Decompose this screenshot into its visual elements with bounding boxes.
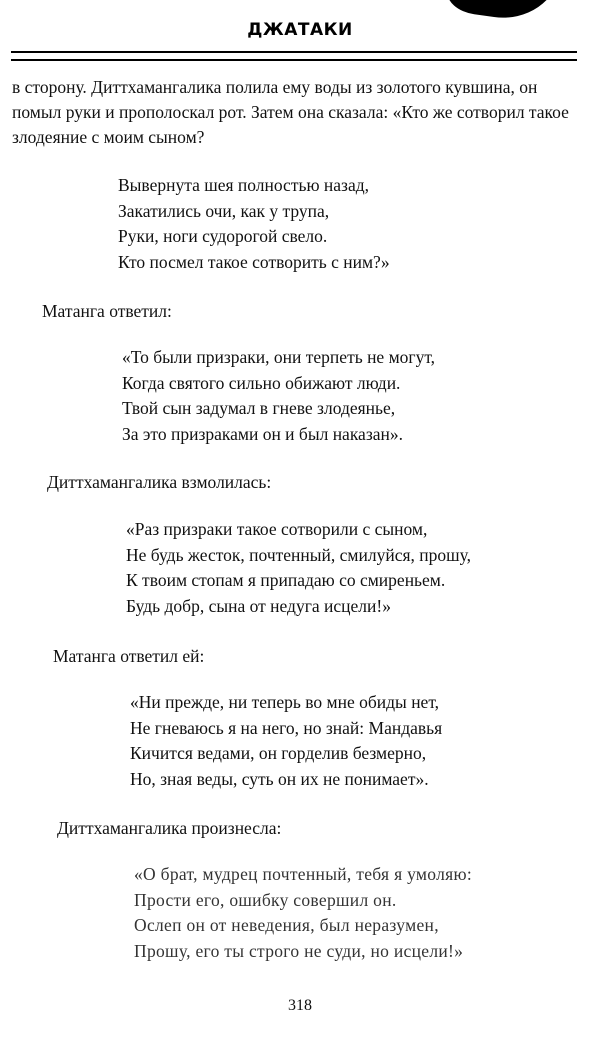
verse-stanza-3 (126, 517, 471, 619)
verse-stanza-5 (134, 862, 472, 964)
verse-line: Кто посмел такое сотворить с ним?» (118, 251, 390, 272)
verse-line: Когда святого сильно обижают люди. (122, 372, 401, 393)
verse-stanza-1 (118, 173, 390, 275)
speaker-line: Матанга ответил ей: (53, 646, 205, 666)
speaker-line: Матанга ответил: (42, 301, 172, 321)
verse-line: К твоим стопам я припадаю со смиреньем. (126, 570, 446, 590)
running-title: ДЖАТАКИ (247, 20, 353, 40)
verse-line: «То были призраки, они терпеть не могут, (122, 347, 436, 367)
header-rule-bottom (11, 59, 577, 61)
verse-line: Не будь жесток, почтенный, смилуйся, прошу, (126, 544, 471, 565)
verse-line: Закатились очи, как у трупа, (118, 200, 330, 221)
verse-line: Прошу, его ты строго не суди, но исцели!» (134, 940, 464, 961)
header-rule-top (11, 51, 577, 53)
verse-line: За это призраками он и был наказан». (122, 423, 403, 444)
verse-line: Вывернута шея полностью назад, (118, 175, 369, 195)
verse-line: Не гневаюсь я на него, но знай: Мандавья (130, 717, 443, 738)
verse-stanza-4 (130, 690, 442, 792)
speaker-line: Диттхамангалика взмолилась: (47, 472, 272, 492)
verse-stanza-2 (122, 345, 435, 447)
verse-line: Прости его, ошибку совершил он. (134, 889, 397, 910)
verse-line: Но, зная веды, суть он их не понимает». (130, 768, 429, 789)
verse-line: Твой сын задумал в гневе злодеянье, (122, 398, 396, 418)
verse-line: «Ни прежде, ни теперь во мне обиды нет, (130, 692, 440, 712)
verse-line: Ослеп он от неведения, был неразумен, (134, 915, 439, 935)
verse-line: «О брат, мудрец почтенный, тебя я умоляю: (134, 864, 473, 884)
speaker-line: Диттхамангалика произнесла: (57, 818, 282, 838)
verse-line: Руки, ноги судорогой свело. (118, 226, 328, 246)
verse-line: Будь добр, сына от недуга исцели!» (126, 595, 391, 616)
verse-line: Кичится ведами, он горделив безмерно, (130, 743, 427, 763)
page-number: 318 (288, 997, 312, 1014)
opening-paragraph: в сторону. Диттхамангалика полила ему воды из золотого кувшина, он помыл руки и прополоскал рот. Затем она сказала: «Кто же сотворил такое злодеяние с моим сыном? (12, 77, 569, 147)
verse-line: «Раз призраки такое сотворили с сыном, (126, 519, 428, 539)
